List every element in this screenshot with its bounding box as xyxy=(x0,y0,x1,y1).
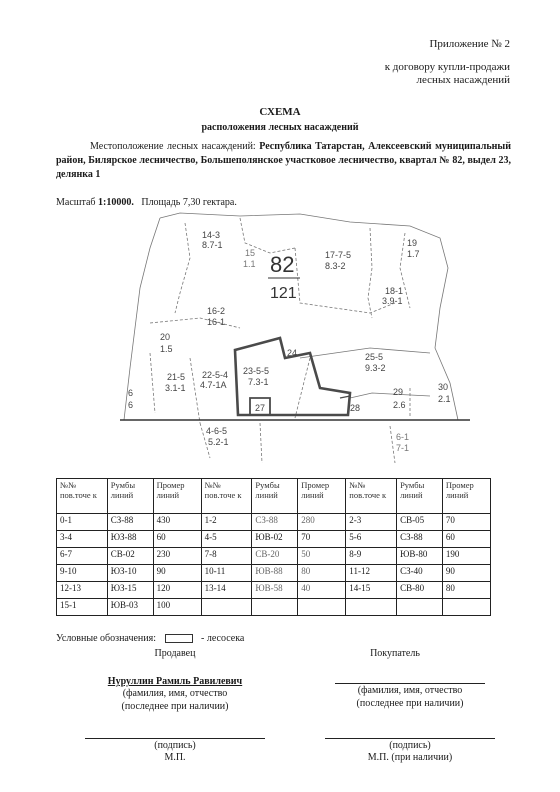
parcel-label: 25-5 xyxy=(365,352,384,362)
table-cell: СЗ-88 xyxy=(397,531,443,548)
parcel-label: 19 xyxy=(407,238,418,248)
legend-item: - лесосека xyxy=(201,633,245,644)
parcel-label: 4-6-5 xyxy=(206,426,228,436)
table-row xyxy=(57,548,491,565)
parcel-sub: 16-1 xyxy=(207,317,226,327)
table-cell: 90 xyxy=(442,565,490,582)
parcel-label: 15 xyxy=(245,248,256,258)
table-cell: 70 xyxy=(442,514,490,531)
table-cell: 11-12 xyxy=(346,565,397,582)
parcel-sub: 3.9-1 xyxy=(382,296,403,306)
table-cell: 100 xyxy=(153,599,201,616)
table-cell: ЮВ-02 xyxy=(252,531,298,548)
parcel-label: 27 xyxy=(255,403,266,413)
parcel-sub: 9.3-2 xyxy=(365,363,386,373)
table-cell: 14-15 xyxy=(346,582,397,599)
appendix-number: Приложение № 2 xyxy=(429,38,510,50)
table-header-cell: Промер линий xyxy=(442,479,490,514)
seller-stamp-caption: М.П. xyxy=(164,752,186,763)
buyer-fio-caption-2: (последнее при наличии) xyxy=(356,698,464,709)
parcel-label: 6-1 xyxy=(396,432,410,442)
table-cell: 9-10 xyxy=(57,565,108,582)
parcel-label: 24 xyxy=(287,348,298,358)
parcel-label: 20 xyxy=(160,332,171,342)
area-text: Площадь 7,30 гектара. xyxy=(141,197,237,208)
table-cell: 3-4 xyxy=(57,531,108,548)
table-header-cell: №№ пов.точе к xyxy=(201,479,252,514)
table-cell: 8-9 xyxy=(346,548,397,565)
quarter-area: 121 xyxy=(270,285,297,302)
legend xyxy=(56,633,244,644)
table-cell: 7-8 xyxy=(201,548,252,565)
buyer-signature-line xyxy=(325,738,495,739)
seller-name: Нуруллин Рамиль Равилевич xyxy=(107,676,243,687)
table-cell: СВ-02 xyxy=(107,548,153,565)
table-cell: СВ-20 xyxy=(252,548,298,565)
table-cell: СЗ-40 xyxy=(397,565,443,582)
parcel-label: 22-5-4 xyxy=(202,370,229,380)
table-header-cell: Румбы линий xyxy=(252,479,298,514)
table-header-cell: Промер линий xyxy=(298,479,346,514)
seller-fio-caption: (фамилия, имя, отчество xyxy=(122,688,228,699)
table-header-cell: №№ пов.точе к xyxy=(57,479,108,514)
parcel-label: 17-7-5 xyxy=(325,250,352,260)
bearings-table xyxy=(56,478,491,616)
parcel-label: 6 xyxy=(128,388,134,398)
table-row xyxy=(57,514,491,531)
parcel-sub: 1.7 xyxy=(407,249,420,259)
table-cell: 15-1 xyxy=(57,599,108,616)
table-cell: СВ-80 xyxy=(397,582,443,599)
table-cell: ЮЗ-10 xyxy=(107,565,153,582)
table-cell: 2-3 xyxy=(346,514,397,531)
cutting-area-swatch xyxy=(165,634,193,643)
contract-line-2: лесных насаждений xyxy=(416,74,510,86)
table-cell xyxy=(252,599,298,616)
buyer-stamp-caption: М.П. (при наличии) xyxy=(367,752,453,763)
table-cell xyxy=(397,599,443,616)
table-cell: ЮВ-58 xyxy=(252,582,298,599)
location-label: Местоположение лесных насаждений: xyxy=(90,141,256,152)
table-cell: ЮВ-03 xyxy=(107,599,153,616)
buyer-label: Покупатель xyxy=(370,648,420,659)
table-cell: 70 xyxy=(298,531,346,548)
table-cell: 230 xyxy=(153,548,201,565)
table-cell: 280 xyxy=(298,514,346,531)
scale-value: 1:10000. xyxy=(98,197,134,208)
table-cell: СЗ-88 xyxy=(107,514,153,531)
parcel-sub: 2.1 xyxy=(438,394,451,404)
table-header-cell: №№ пов.точе к xyxy=(346,479,397,514)
table-cell: 12-13 xyxy=(57,582,108,599)
table-cell: 80 xyxy=(442,582,490,599)
parcel-label: 29 xyxy=(393,387,404,397)
table-row xyxy=(57,565,491,582)
table-cell: 40 xyxy=(298,582,346,599)
buyer-name-line xyxy=(335,683,485,684)
page-title: СХЕМА xyxy=(259,106,301,118)
table-cell: 80 xyxy=(298,565,346,582)
table-row xyxy=(57,582,491,599)
parcel-sub: 1.5 xyxy=(160,344,173,354)
table-cell: 5-6 xyxy=(346,531,397,548)
table-cell: 13-14 xyxy=(201,582,252,599)
table-cell: ЮЗ-88 xyxy=(107,531,153,548)
table-cell: 1-2 xyxy=(201,514,252,531)
parcel-sub: 4.7-1А xyxy=(200,380,227,390)
forest-scheme-map xyxy=(110,208,480,468)
contract-line-1: к договору купли-продажи xyxy=(384,61,510,73)
buyer-fio-caption: (фамилия, имя, отчество xyxy=(357,685,463,696)
parcel-sub: 5.2-1 xyxy=(208,437,229,447)
table-cell: 4-5 xyxy=(201,531,252,548)
table-cell: 430 xyxy=(153,514,201,531)
table-cell xyxy=(201,599,252,616)
parcel-sub: 8.7-1 xyxy=(202,240,223,250)
page-subtitle: расположения лесных насаждений xyxy=(201,122,359,133)
table-cell: 190 xyxy=(442,548,490,565)
parcel-sub: 7.3-1 xyxy=(248,377,269,387)
seller-label: Продавец xyxy=(154,648,196,659)
table-row xyxy=(57,599,491,616)
parcel-label: 18-1 xyxy=(385,286,404,296)
table-cell: 10-11 xyxy=(201,565,252,582)
legend-label: Условные обозначения: xyxy=(56,633,157,644)
table-cell: СЗ-88 xyxy=(252,514,298,531)
parcel-label: 21-5 xyxy=(167,372,186,382)
table-cell: ЮВ-88 xyxy=(252,565,298,582)
buyer-signature-caption: (подпись) xyxy=(389,740,431,751)
seller-fio-caption-2: (последнее при наличии) xyxy=(121,701,229,712)
parcel-sub: 3.1-1 xyxy=(165,383,186,393)
table-header-cell: Промер линий xyxy=(153,479,201,514)
parcel-sub: 2.6 xyxy=(393,400,406,410)
appendix-block xyxy=(385,38,510,87)
scale-label: Масштаб xyxy=(56,197,96,208)
parcel-sub: 1.1 xyxy=(243,259,256,269)
table-cell: 6-7 xyxy=(57,548,108,565)
table-header-cell: Румбы линий xyxy=(397,479,443,514)
parcel-sub: 6 xyxy=(128,400,134,410)
scale-line xyxy=(56,197,237,208)
quarter-number: 82 xyxy=(270,252,295,277)
table-cell: 60 xyxy=(153,531,201,548)
parcel-label: 14-3 xyxy=(202,230,221,240)
table-cell xyxy=(442,599,490,616)
table-cell: ЮЗ-15 xyxy=(107,582,153,599)
parcel-label: 28 xyxy=(350,403,361,413)
parcel-label: 30 xyxy=(438,382,449,392)
parcel-sub: 8.3-2 xyxy=(325,261,346,271)
table-cell: СВ-05 xyxy=(397,514,443,531)
location-paragraph xyxy=(56,140,511,182)
parcel-sub: 7-1 xyxy=(396,443,410,453)
table-cell xyxy=(346,599,397,616)
seller-signature-caption: (подпись) xyxy=(154,740,196,751)
table-cell: 0-1 xyxy=(57,514,108,531)
table-header-cell: Румбы линий xyxy=(107,479,153,514)
table-cell: 120 xyxy=(153,582,201,599)
seller-signature-line xyxy=(85,738,265,739)
table-cell: 50 xyxy=(298,548,346,565)
table-cell xyxy=(298,599,346,616)
table-row xyxy=(57,531,491,548)
table-cell: 60 xyxy=(442,531,490,548)
table-cell: ЮВ-80 xyxy=(397,548,443,565)
table-cell: 90 xyxy=(153,565,201,582)
table-header-row xyxy=(57,479,491,514)
parcel-label: 23-5-5 xyxy=(243,366,270,376)
location-text: Республика Татарстан, Алексеевский муниципальный район, Билярское лесничество, Большеполянское участковое лесничество, квартал № 82, выдел 23, делянка 1 xyxy=(56,141,512,180)
parcel-label: 16-2 xyxy=(207,306,226,316)
